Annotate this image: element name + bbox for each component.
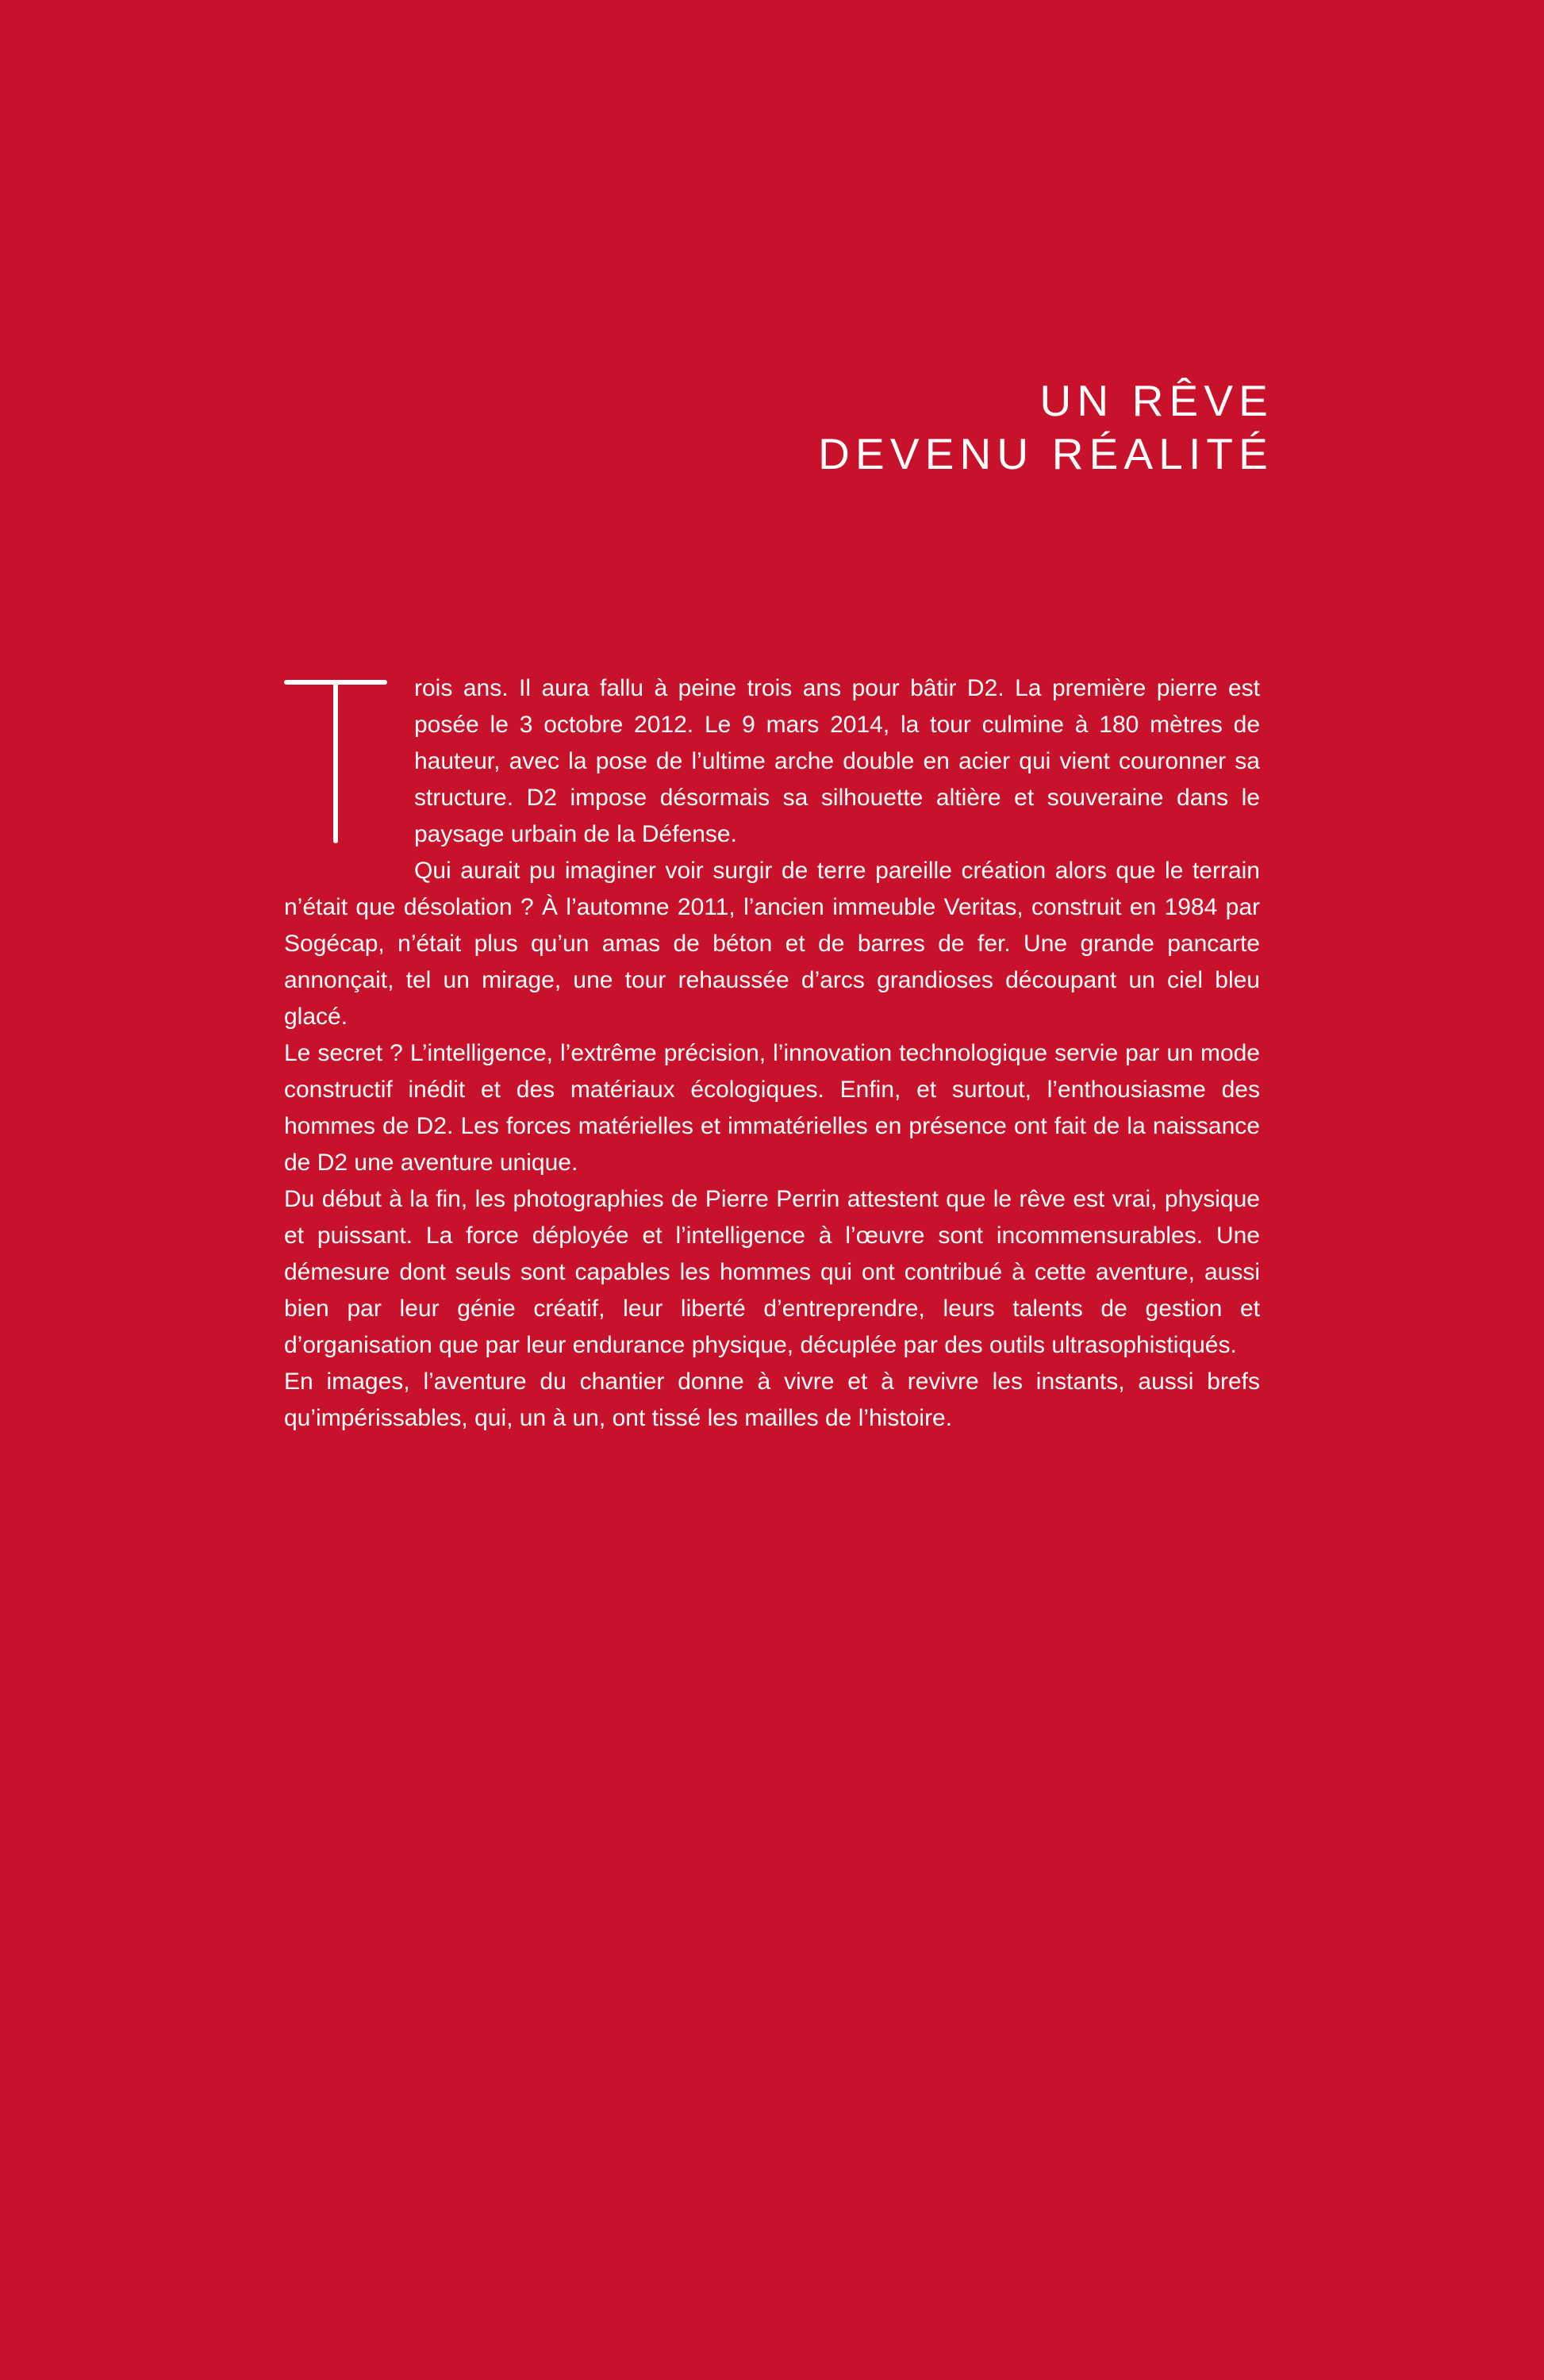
dropcap-letter-T	[284, 670, 414, 854]
dropcap-t-stem-shape	[333, 680, 338, 843]
title-line-2: DEVENU RÉALITÉ	[818, 429, 1273, 478]
intro-paragraph	[284, 670, 1260, 853]
title-line-1: UN RÊVE	[1039, 376, 1273, 425]
page-title	[818, 374, 1273, 481]
paragraph: En images, l’aventure du chantier donne à vivre et à revivre les instants, aussi brefs qu’impérissables, qui, un à un, ont tissé les mailles de l’histoire.	[284, 1368, 1260, 1431]
paragraph: Du début à la fin, les photographies de Pierre Perrin attestent que le rêve est vrai, physique et puissant. La force déployée et l’intelligence à l’œuvre sont incommensurables. Une démesure dont seuls sont capables les hommes qui ont contribué à cette aventure, aussi bien par leur génie créatif, leur liberté d’entreprendre, leurs talents de gestion et d’organisation que par leur endurance physique, décuplée par des outils ultrasophistiqués.	[284, 1186, 1260, 1358]
paragraph-text: rois ans. Il aura fallu à peine trois ans pour bâtir D2. La première pierre est posée le 3 octobre 2012. Le 9 mars 2014, la tour culmine à 180 mètres de hauteur, avec la pose de l’ultime arche double en acier qui vient couronner sa structure. D2 impose désormais sa silhouette altière et souveraine dans le paysage urbain de la Défense.	[414, 675, 1260, 847]
dropcap-letter	[284, 670, 285, 671]
article-text	[284, 670, 1260, 1437]
paragraph: Qui aurait pu imaginer voir surgir de terre pareille création alors que le terrain n’était que désolation ? À l’automne 2011, l’ancien immeuble Veritas, construit en 1984 par Sogécap, n’était plus qu’un amas de béton et de barres de fer. Une grande pancarte annonçait, tel un mirage, une tour rehaussée d’arcs grandioses découpant un ciel bleu glacé.	[284, 858, 1260, 1030]
paragraph: Le secret ? L’intelligence, l’extrême précision, l’innovation technologique servie par un mode constructif inédit et des matériaux écologiques. Enfin, et surtout, l’enthousiasme des hommes de D2. Les forces matérielles et immatérielles en présence ont fait de la naissance de D2 une aventure unique.	[284, 1040, 1260, 1176]
